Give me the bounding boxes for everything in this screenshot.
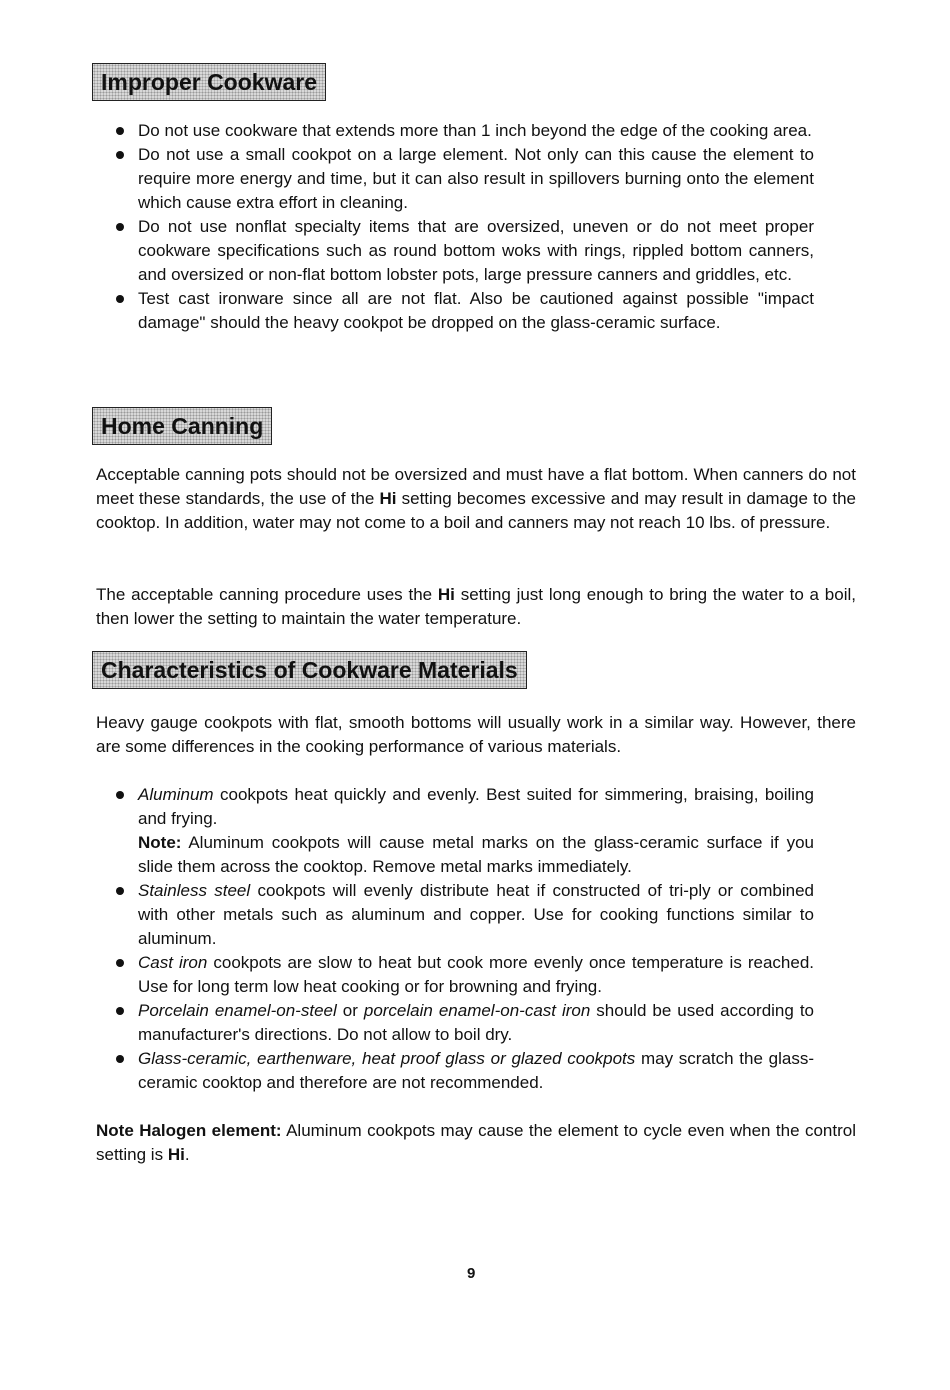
canning-paragraph-1: Acceptable canning pots should not be oversized and must have a flat bottom. When canners do not meet these standards, the use of the Hi setting becomes excessive and may result in damage to the cooktop. In addition, water may not come to a boil and canners may not reach 10 lbs. of pressure. <box>96 465 856 532</box>
bullet-icon <box>116 223 124 231</box>
list-item-aluminum: Aluminum cookpots heat quickly and evenly. Best suited for simmering, braising, boiling and frying. Note: Aluminum cookpots will cause metal marks on the glass-ceramic surface if you slide them across the cooktop. Remove metal marks immediately. <box>96 783 814 879</box>
bullet-icon <box>116 1055 124 1063</box>
bullet-icon <box>116 887 124 895</box>
list-item: Test cast ironware since all are not flat. Also be cautioned against possible "impact damage" should the heavy cookpot be dropped on the glass-ceramic surface. <box>96 287 814 335</box>
bullet-icon <box>116 1007 124 1015</box>
halogen-note: Note Halogen element: Aluminum cookpots may cause the element to cycle even when the control setting is Hi. <box>96 1121 856 1164</box>
bullet-icon <box>116 295 124 303</box>
bullet-icon <box>116 127 124 135</box>
list-item-glass-ceramic: Glass-ceramic, earthenware, heat proof glass or glazed cookpots may scratch the glass-ceramic cooktop and therefore are not recommended. <box>96 1047 814 1095</box>
materials-intro: Heavy gauge cookpots with flat, smooth bottoms will usually work in a similar way. However, there are some differences in the cooking performance of various materials. <box>96 713 856 756</box>
heading-improper-cookware: Improper Cookware <box>92 63 326 101</box>
page-number: 9 <box>467 1265 476 1282</box>
improper-cookware-list <box>96 119 814 335</box>
heading-home-canning: Home Canning <box>92 407 272 445</box>
bullet-icon <box>116 791 124 799</box>
canning-paragraph-2: The acceptable canning procedure uses the Hi setting just long enough to bring the water to a boil, then lower the setting to maintain the water temperature. <box>96 585 856 628</box>
heading-cookware-materials: Characteristics of Cookware Materials <box>92 651 527 689</box>
list-item: Do not use nonflat specialty items that are oversized, uneven or do not meet proper cookware specifications such as round bottom woks with rings, rippled bottom canners, and oversized or non-flat bottom lobster pots, large pressure canners and griddles, etc. <box>96 215 814 287</box>
list-item-porcelain: Porcelain enamel-on-steel or porcelain enamel-on-cast iron should be used according to manufacturer's directions. Do not allow to boil dry. <box>96 999 814 1047</box>
list-item-stainless: Stainless steel cookpots will evenly distribute heat if constructed of tri-ply or combined with other metals such as aluminum and copper. Use for cooking functions similar to aluminum. <box>96 879 814 951</box>
materials-list <box>96 783 814 1095</box>
bullet-icon <box>116 151 124 159</box>
bullet-icon <box>116 959 124 967</box>
list-item: Do not use a small cookpot on a large element. Not only can this cause the element to require more energy and time, but it can also result in spillovers burning onto the element which cause extra effort in cleaning. <box>96 143 814 215</box>
list-item: Do not use cookware that extends more than 1 inch beyond the edge of the cooking area. <box>96 119 814 143</box>
list-item-cast-iron: Cast iron cookpots are slow to heat but cook more evenly once temperature is reached. Use for long term low heat cooking or for browning and frying. <box>96 951 814 999</box>
